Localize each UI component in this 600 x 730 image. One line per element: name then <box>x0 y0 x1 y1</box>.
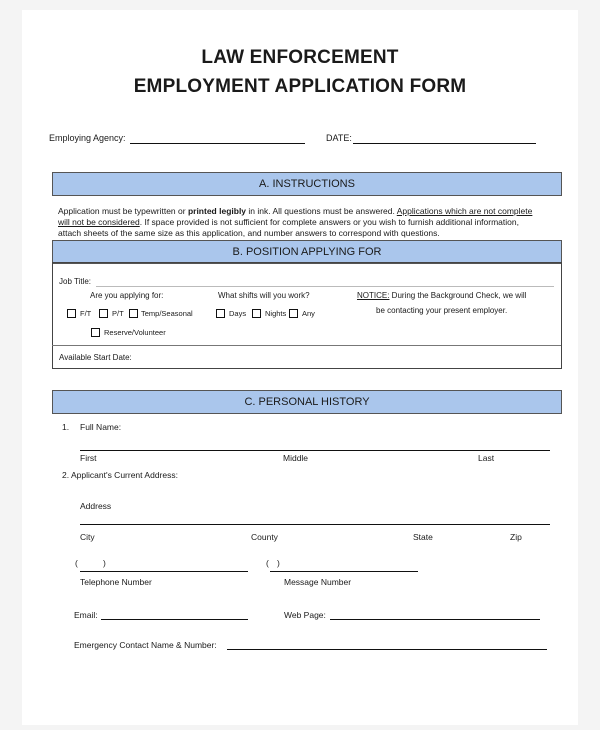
emergency-contact-field[interactable] <box>227 649 547 650</box>
reserve-volunteer-checkbox[interactable] <box>91 328 100 337</box>
phone-paren-open: ( <box>75 558 78 568</box>
instructions-line-1: Application must be typewritten or printed legibly in ink. All questions must be answered. Applications which are not complete <box>58 206 533 216</box>
days-checkbox[interactable] <box>216 309 225 318</box>
ft-label: F/T <box>80 309 92 318</box>
ft-checkbox[interactable] <box>67 309 76 318</box>
email-field[interactable] <box>101 619 248 620</box>
section-c-header: C. PERSONAL HISTORY <box>52 390 562 414</box>
date-label: DATE: <box>326 133 352 143</box>
webpage-field[interactable] <box>330 619 540 620</box>
shifts-label: What shifts will you work? <box>218 291 310 300</box>
telephone-field[interactable] <box>80 571 248 572</box>
last-label: Last <box>478 453 495 463</box>
section-b-divider <box>52 345 561 346</box>
form-title-line2: EMPLOYMENT APPLICATION FORM <box>133 76 467 97</box>
section-a-header: A. INSTRUCTIONS <box>52 172 562 196</box>
section-c-box <box>52 412 560 677</box>
nights-checkbox[interactable] <box>252 309 261 318</box>
state-label: State <box>413 532 433 542</box>
pt-label: P/T <box>112 309 124 318</box>
full-name-field[interactable] <box>80 450 550 451</box>
nights-label: Nights <box>265 309 287 318</box>
q1-number: 1. <box>62 422 70 432</box>
job-title-label: Job Title: <box>59 277 92 286</box>
emergency-contact-label: Emergency Contact Name & Number: <box>74 640 217 650</box>
phone-paren-close: ) <box>103 558 106 568</box>
address-label: Address <box>80 501 112 511</box>
address-field[interactable] <box>80 524 550 525</box>
message-number-field[interactable] <box>270 571 418 572</box>
message-paren-open: ( <box>266 558 269 568</box>
full-name-label: Full Name: <box>80 422 122 432</box>
current-address-label: 2. Applicant's Current Address: <box>62 470 178 480</box>
any-label: Any <box>302 309 315 318</box>
notice-text: NOTICE: During the Background Check, we will <box>357 291 527 300</box>
pt-checkbox[interactable] <box>99 309 108 318</box>
message-number-label: Message Number <box>284 577 352 587</box>
days-label: Days <box>229 309 247 318</box>
zip-label: Zip <box>510 532 522 542</box>
reserve-volunteer-label: Reserve/Volunteer <box>104 328 166 337</box>
city-label: City <box>80 532 95 542</box>
notice-text-2: be contacting your present employer. <box>376 306 508 315</box>
instructions-line-2: will not be considered. If space provided is not sufficient for complete answers or you wish to furnish additional information, <box>58 217 519 227</box>
temp-seasonal-checkbox[interactable] <box>129 309 138 318</box>
temp-seasonal-label: Temp/Seasonal <box>141 309 193 318</box>
instructions-line-3: attach sheets of the same size as this application, and number answers to correspond with questions. <box>58 228 440 238</box>
agency-label: Employing Agency: <box>49 133 126 143</box>
applying-for-label: Are you applying for: <box>90 291 164 300</box>
section-b-header: B. POSITION APPLYING FOR <box>52 240 562 264</box>
any-checkbox[interactable] <box>289 309 298 318</box>
county-label: County <box>251 532 278 542</box>
job-title-field[interactable] <box>96 286 554 287</box>
webpage-label: Web Page: <box>284 610 326 620</box>
telephone-label: Telephone Number <box>80 577 152 587</box>
date-field[interactable] <box>353 143 536 144</box>
middle-label: Middle <box>283 453 309 463</box>
form-title-line1: LAW ENFORCEMENT <box>201 47 399 68</box>
start-date-label: Available Start Date: <box>59 353 132 362</box>
message-paren-close: ) <box>277 558 280 568</box>
email-label: Email: <box>74 610 98 620</box>
agency-field[interactable] <box>130 143 305 144</box>
first-label: First <box>80 453 97 463</box>
